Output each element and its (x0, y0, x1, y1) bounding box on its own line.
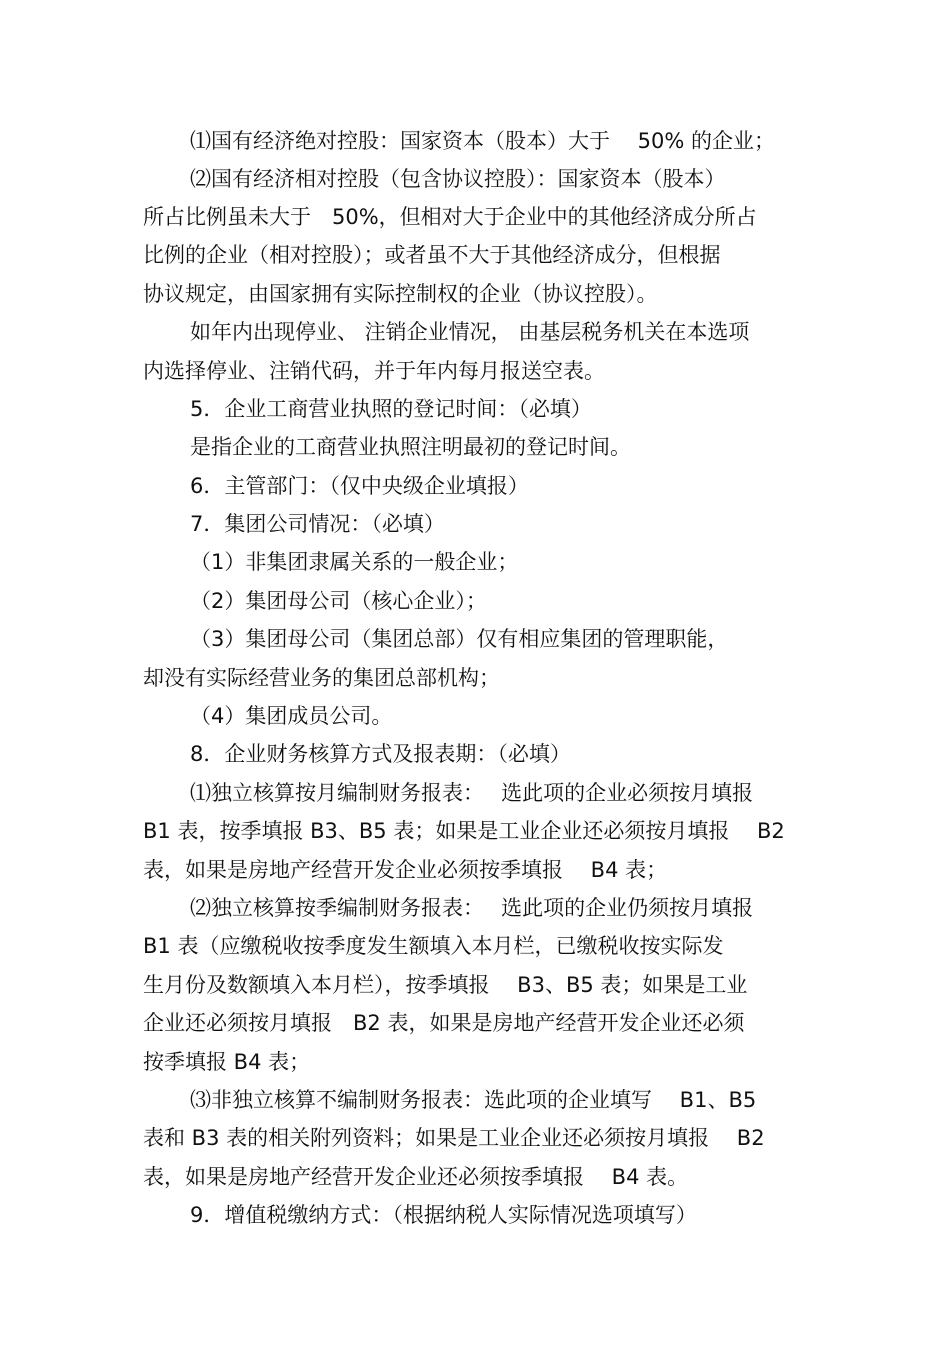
text-line: ⑵独立核算按季编制财务报表： 选此项的企业仍须按月填报 (190, 896, 754, 920)
text-line: 表，如果是房地产经营开发企业还必须按季填报 B4 表。 (143, 1165, 689, 1189)
text-line: 所占比例虽未大于 50%，但相对大于企业中的其他经济成分所占 (143, 205, 757, 229)
text-line: B1 表（应缴税收按季度发生额填入本月栏，已缴税收按实际发 (143, 934, 724, 958)
text-line: 6．主管部门：（仅中央级企业填报） (190, 474, 529, 498)
text-line: 7．集团公司情况：（必填） (190, 512, 445, 536)
text-line: 生月份及数额填入本月栏），按季填报 B3、B5 表；如果是工业 (143, 973, 748, 997)
text-line: （3）集团母公司（集团总部）仅有相应集团的管理职能， (190, 627, 729, 651)
text-line: B1 表，按季填报 B3、B5 表；如果是工业企业还必须按月填报 B2 (143, 819, 785, 843)
text-line: 却没有实际经营业务的集团总部机构； (143, 666, 500, 690)
text-line: 内选择停业、注销代码，并于年内每月报送空表。 (143, 359, 605, 383)
text-line: 表，如果是房地产经营开发企业必须按季填报 B4 表； (143, 858, 668, 882)
text-line: 企业还必须按月填报 B2 表，如果是房地产经营开发企业还必须 (143, 1011, 745, 1035)
text-line: 8．企业财务核算方式及报表期：（必填） (190, 742, 571, 766)
text-line: 协议规定，由国家拥有实际控制权的企业（协议控股）。 (143, 282, 658, 306)
text-line: 表和 B3 表的相关附列资料；如果是工业企业还必须按月填报 B2 (143, 1126, 765, 1150)
text-line: 比例的企业（相对控股）；或者虽不大于其他经济成分，但根据 (143, 243, 721, 267)
text-line: 按季填报 B4 表； (143, 1050, 311, 1074)
text-line: ⑶非独立核算不编制财务报表：选此项的企业填写 B1、B5 (190, 1088, 757, 1112)
text-line: （2）集团母公司（核心企业）； (190, 589, 487, 613)
text-line: （4）集团成员公司。 (190, 704, 393, 728)
text-line: 9．增值税缴纳方式：（根据纳税人实际情况选项填写） (190, 1203, 697, 1227)
text-line: 5．企业工商营业执照的登记时间：（必填） (190, 397, 592, 421)
text-line: ⑴国有经济绝对控股：国家资本（股本）大于 50% 的企业； (190, 129, 776, 153)
text-line: 是指企业的工商营业执照注明最初的登记时间。 (190, 435, 631, 459)
text-line: 如年内出现停业、 注销企业情况， 由基层税务机关在本选项 (190, 320, 750, 344)
text-line: ⑴独立核算按月编制财务报表： 选此项的企业必须按月填报 (190, 781, 754, 805)
text-line: （1）非集团隶属关系的一般企业； (190, 550, 519, 574)
text-line: ⑵国有经济相对控股（包含协议控股）：国家资本（股本） (190, 167, 726, 191)
